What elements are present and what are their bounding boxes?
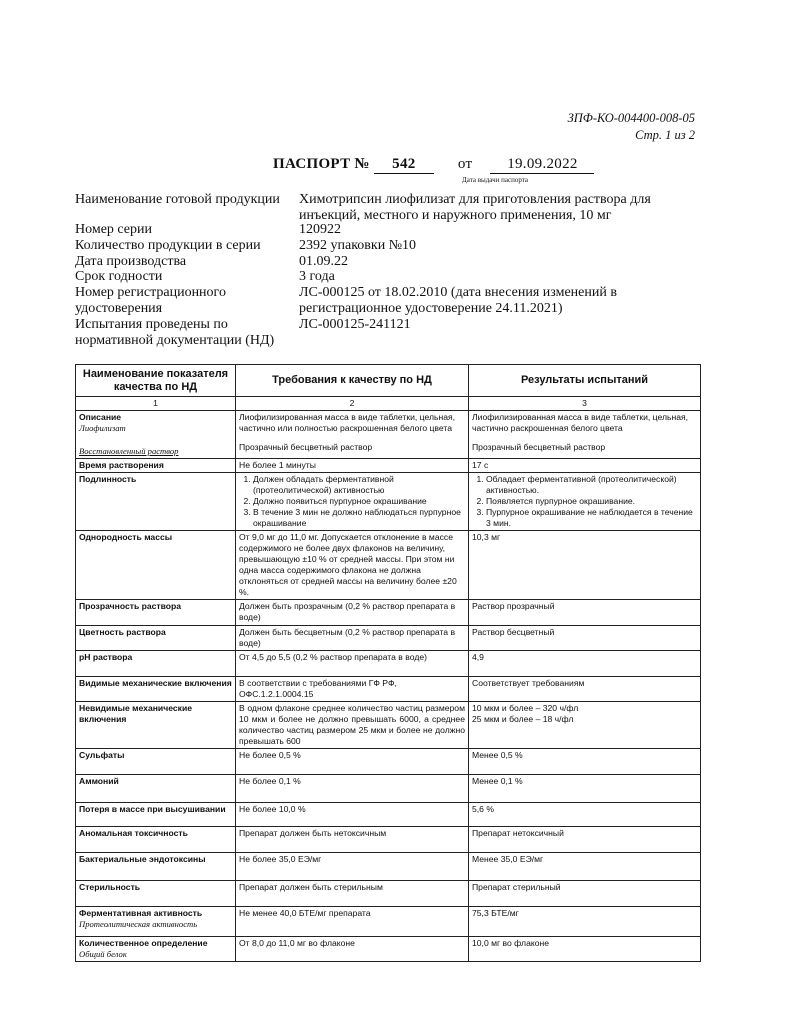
requirement-text: Препарат должен быть стерильным xyxy=(236,881,469,907)
table-row xyxy=(76,702,701,749)
quality-table xyxy=(75,364,701,962)
passport-date: 19.09.2022 xyxy=(490,156,594,174)
passport-from-word: от xyxy=(457,156,473,172)
quantity-value: 2392 упаковки №10 xyxy=(299,238,417,253)
table-row xyxy=(76,907,701,937)
shelf-life-value: 3 года xyxy=(299,269,335,284)
col-number-3: 3 xyxy=(469,397,701,411)
document-number: ЗПФ-КО-004400-008-05 xyxy=(567,111,695,125)
row-subname: Протеолитическая активность xyxy=(79,919,198,929)
result-item: 3. Пурпурное окрашивание не наблюдается в течение 3 мин. xyxy=(486,507,697,529)
product-value: Химотрипсин лиофилизат для приготовления раствора для инъекций, местного и наружного применения, 10 мг xyxy=(299,192,651,223)
row-name: Ферментативная активность xyxy=(79,908,203,918)
row-name: Сульфаты xyxy=(79,750,125,760)
production-date-label: Дата производства xyxy=(75,254,187,269)
result-text: 10 мкм и более – 320 ч/фл xyxy=(472,703,579,713)
row-name: Описание xyxy=(79,412,122,422)
quantity-label: Количество продукции в серии xyxy=(75,238,261,253)
table-row xyxy=(76,775,701,803)
product-label: Наименование готовой продукции xyxy=(75,192,280,207)
production-date-value: 01.09.22 xyxy=(299,254,348,269)
series-value: 120922 xyxy=(299,222,341,237)
passport-title-label: ПАСПОРТ № xyxy=(273,156,370,172)
document-code-block xyxy=(568,110,695,144)
table-row xyxy=(76,827,701,853)
page-number: Стр. 1 из 2 xyxy=(635,128,695,142)
table-row xyxy=(76,853,701,881)
col-number-1: 1 xyxy=(76,397,236,411)
table-row xyxy=(76,473,701,531)
requirement-text: Не более 35,0 ЕЭ/мг xyxy=(236,853,469,881)
row-name: Подлинность xyxy=(79,474,137,484)
row-name: Количественное определение xyxy=(79,938,208,948)
requirement-text: От 4,5 до 5,5 (0,2 % раствор препарата в воде) xyxy=(236,651,469,677)
table-row xyxy=(76,459,701,473)
row-subname: Лиофилизат xyxy=(79,423,126,433)
result-text: Прозрачный бесцветный раствор xyxy=(472,442,606,452)
table-row xyxy=(76,803,701,827)
result-text: 4,9 xyxy=(469,651,701,677)
result-text: 10,3 мг xyxy=(469,531,701,600)
table-row xyxy=(76,626,701,651)
result-text: Препарат нетоксичный xyxy=(469,827,701,853)
result-text: Менее 35,0 ЕЭ/мг xyxy=(469,853,701,881)
requirement-item: 1. Должен обладать ферментативной (протеолитической) активностью xyxy=(253,474,465,496)
result-text: 75,3 БТЕ/мг xyxy=(469,907,701,937)
requirement-text: Не менее 40,0 БТЕ/мг препарата xyxy=(236,907,469,937)
requirement-text: От 9,0 мг до 11,0 мг. Допускается отклонение в массе содержимого не более двух флаконов на величину, превышающую ±10 % от средней массы. При этом ни одна масса содержимого флакона не должна отклоняться от средней массы на величину более ±20 %. xyxy=(236,531,469,600)
requirement-item: 2. Должно появиться пурпурное окрашивание xyxy=(253,496,465,507)
row-name: Прозрачность раствора xyxy=(79,601,182,611)
result-text: 25 мкм и более – 18 ч/фл xyxy=(472,714,574,724)
row-name: Цветность раствора xyxy=(79,627,166,637)
row-name: Видимые механические включения xyxy=(79,678,232,688)
requirement-text: Не более 0,1 % xyxy=(236,775,469,803)
header-results: Результаты испытаний xyxy=(469,365,701,397)
shelf-life-label: Срок годности xyxy=(75,269,163,284)
result-text: Раствор бесцветный xyxy=(469,626,701,651)
table-row xyxy=(76,531,701,600)
table-row xyxy=(76,600,701,626)
table-row xyxy=(76,881,701,907)
result-text: Лиофилизированная масса в виде таблетки, цельная, частично раскрошенная белого цвета xyxy=(472,412,689,433)
requirement-text: Должен быть прозрачным (0,2 % раствор препарата в воде) xyxy=(236,600,469,626)
row-name: Невидимые механические включения xyxy=(79,703,193,724)
row-name: Бактериальные эндотоксины xyxy=(79,854,206,864)
row-name: Стерильность xyxy=(79,882,141,892)
requirement-text: Не более 10,0 % xyxy=(236,803,469,827)
row-subname: Общий белок xyxy=(79,949,127,959)
result-item: 1. Обладает ферментативной (протеолитической) активностью. xyxy=(486,474,697,496)
result-text: Препарат стерильный xyxy=(469,881,701,907)
requirement-text: Не более 1 минуты xyxy=(236,459,469,473)
row-subname: Восстановленный раствор xyxy=(79,446,179,456)
requirement-text: От 8,0 до 11,0 мг во флаконе xyxy=(236,937,469,962)
row-name: Аммоний xyxy=(79,776,119,786)
result-text: 5,6 % xyxy=(469,803,701,827)
passport-date-caption: Дата выдачи паспорта xyxy=(462,176,528,184)
registration-value: ЛС-000125 от 18.02.2010 (дата внесения изменений в регистрационное удостоверение 24.11.2021) xyxy=(299,285,617,316)
table-row xyxy=(76,749,701,775)
table-row xyxy=(76,411,701,459)
tests-value: ЛС-000125-241121 xyxy=(299,317,411,332)
row-name: Аномальная токсичность xyxy=(79,828,188,838)
row-name: Однородность массы xyxy=(79,532,173,542)
table-header-row xyxy=(76,365,701,397)
table-row xyxy=(76,937,701,962)
requirement-text: Должен быть бесцветным (0,2 % раствор препарата в воде) xyxy=(236,626,469,651)
passport-number: 542 xyxy=(374,156,434,174)
requirement-text: Лиофилизированная масса в виде таблетки, цельная, частично или полностью раскрошенная белого цвета xyxy=(239,412,456,433)
requirement-text: Не более 0,5 % xyxy=(236,749,469,775)
registration-label: Номер регистрационного удостоверения xyxy=(75,285,226,316)
series-label: Номер серии xyxy=(75,222,152,237)
row-name: Потеря в массе при высушивании xyxy=(79,804,226,814)
result-text: 10,0 мг во флаконе xyxy=(469,937,701,962)
result-text: Соответствует требованиям xyxy=(469,677,701,702)
tests-label: Испытания проведены по нормативной документации (НД) xyxy=(75,317,275,348)
requirement-text: Препарат должен быть нетоксичным xyxy=(236,827,469,853)
header-indicator: Наименование показателя качества по НД xyxy=(76,365,236,397)
requirement-text: Прозрачный бесцветный раствор xyxy=(239,442,373,452)
requirement-text: В соответствии с требованиями ГФ РФ, ОФС.1.2.1.0004.15 xyxy=(236,677,469,702)
result-text: Менее 0,5 % xyxy=(469,749,701,775)
requirement-item: 3. В течение 3 мин не должно наблюдаться пурпурное окрашивание xyxy=(253,507,465,529)
col-number-2: 2 xyxy=(236,397,469,411)
result-text: Раствор прозрачный xyxy=(469,600,701,626)
requirement-text: В одном флаконе среднее количество частиц размером 10 мкм и более не должно превышать 6000, а среднее количество частиц размером 25 мкм и более не должно превышать 600 xyxy=(236,702,469,749)
table-row xyxy=(76,651,701,677)
table-row xyxy=(76,677,701,702)
table-column-numbers-row xyxy=(76,397,701,411)
result-item: 2. Появляется пурпурное окрашивание. xyxy=(486,496,697,507)
passport-title xyxy=(273,156,594,174)
result-text: 17 с xyxy=(469,459,701,473)
result-text: Менее 0,1 % xyxy=(469,775,701,803)
row-name: Время растворения xyxy=(79,460,164,470)
header-requirements: Требования к качеству по НД xyxy=(236,365,469,397)
row-name: pH раствора xyxy=(79,652,133,662)
